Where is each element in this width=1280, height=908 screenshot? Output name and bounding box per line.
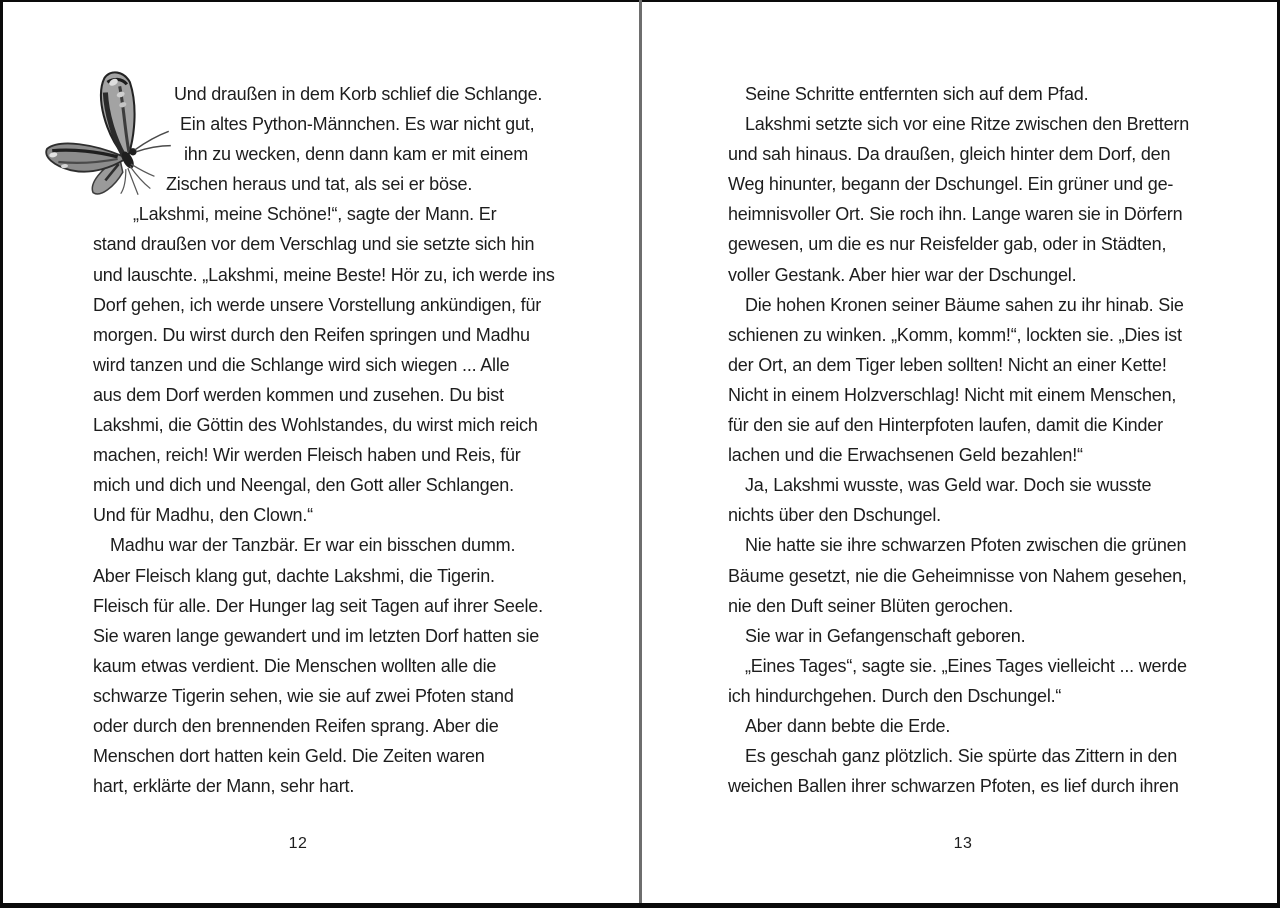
text-line: „Eines Tages“, sagte sie. „Eines Tages vielleicht ... werde [745, 655, 1187, 676]
left-page-number: 12 [288, 835, 308, 852]
text-line: und lauschte. „Lakshmi, meine Beste! Hör zu, ich werde ins [93, 264, 555, 285]
text-line: Seine Schritte entfernten sich auf dem Pfad. [745, 84, 1089, 104]
text-line: Lakshmi, die Göttin des Wohlstandes, du wirst mich reich [93, 415, 538, 436]
text-line: Lakshmi setzte sich vor eine Ritze zwischen den Brettern [745, 114, 1190, 135]
right-page-number: 13 [953, 835, 973, 852]
text-line: gewesen, um die es nur Reisfelder gab, oder in Städten, [728, 234, 1167, 255]
text-line: Ein altes Python-Männchen. Es war nicht gut, [180, 114, 535, 135]
text-line: Nicht in einem Holzverschlag! Nicht mit einem Menschen, [728, 384, 1177, 405]
left-page-text [93, 79, 633, 801]
text-line: der Ort, an dem Tiger leben sollten! Nicht an einer Kette! [728, 354, 1167, 375]
text-line: Aber Fleisch klang gut, dachte Lakshmi, die Tigerin. [93, 565, 495, 586]
text-line: schienen zu winken. „Komm, komm!“, lockten sie. „Dies ist [728, 324, 1182, 345]
page-gutter-divider [639, 0, 642, 903]
text-line: lachen und die Erwachsenen Geld bezahlen!“ [728, 445, 1083, 466]
text-line: Dorf gehen, ich werde unsere Vorstellung ankündigen, für [93, 294, 542, 315]
text-line: nichts über den Dschungel. [728, 505, 941, 526]
text-line: Bäume gesetzt, nie die Geheimnisse von Nahem gesehen, [728, 565, 1187, 586]
text-line: morgen. Du wirst durch den Reifen springen und Madhu [93, 324, 530, 345]
text-line: Menschen dort hatten kein Geld. Die Zeiten waren [93, 746, 485, 767]
text-line: oder durch den brennenden Reifen sprang. Aber die [93, 715, 499, 736]
text-line: aus dem Dorf werden kommen und zusehen. Du bist [93, 384, 504, 405]
text-line: Nie hatte sie ihre schwarzen Pfoten zwischen die grünen [745, 535, 1187, 556]
text-line: Sie waren lange gewandert und im letzten Dorf hatten sie [93, 625, 540, 646]
text-line: Ja, Lakshmi wusste, was Geld war. Doch sie wusste [745, 475, 1152, 496]
text-line: und sah hinaus. Da draußen, gleich hinter dem Dorf, den [728, 144, 1171, 165]
text-line: weichen Ballen ihrer schwarzen Pfoten, es lief durch ihren [728, 776, 1179, 797]
text-line: stand draußen vor dem Verschlag und sie setzte sich hin [93, 234, 535, 255]
text-line: „Lakshmi, meine Schöne!“, sagte der Mann. Er [133, 204, 497, 225]
text-line: Es geschah ganz plötzlich. Sie spürte das Zittern in den [745, 746, 1178, 767]
text-line: ihn zu wecken, denn dann kam er mit einem [184, 144, 528, 165]
text-line: Fleisch für alle. Der Hunger lag seit Tagen auf ihrer Seele. [93, 595, 543, 616]
text-line: Aber dann bebte die Erde. [745, 715, 951, 736]
text-line: kaum etwas verdient. Die Menschen wollten alle die [93, 655, 497, 676]
text-line: Und draußen in dem Korb schlief die Schlange. [174, 84, 543, 104]
text-line: Zischen heraus und tat, als sei er böse. [166, 174, 473, 195]
frame-edge-left [0, 0, 3, 908]
text-line: voller Gestank. Aber hier war der Dschungel. [728, 264, 1077, 285]
text-line: Sie war in Gefangenschaft geboren. [745, 625, 1026, 646]
footer-bar [0, 903, 1280, 908]
text-line: nie den Duft seiner Blüten gerochen. [728, 595, 1013, 616]
text-line: ich hindurchgehen. Durch den Dschungel.“ [728, 685, 1062, 706]
text-line: mich und dich und Neengal, den Gott aller Schlangen. [93, 475, 514, 496]
text-line: Und für Madhu, den Clown.“ [93, 505, 313, 526]
text-line: Die hohen Kronen seiner Bäume sahen zu ihr hinab. Sie [745, 294, 1184, 315]
text-line: machen, reich! Wir werden Fleisch haben und Reis, für [93, 445, 521, 466]
text-line: Madhu war der Tanzbär. Er war ein bisschen dumm. [110, 535, 516, 556]
text-line: für den sie auf den Hinterpfoten laufen, damit die Kinder [728, 415, 1163, 436]
text-line: schwarze Tigerin sehen, wie sie auf zwei Pfoten stand [93, 685, 514, 706]
text-line: hart, erklärte der Mann, sehr hart. [93, 776, 355, 797]
text-line: Weg hinunter, begann der Dschungel. Ein grüner und ge- [728, 174, 1174, 195]
text-line: heimnisvoller Ort. Sie roch ihn. Lange waren sie in Dörfern [728, 204, 1183, 225]
text-line: wird tanzen und die Schlange wird sich wiegen ... Alle [93, 354, 510, 375]
right-page-text [728, 79, 1276, 801]
